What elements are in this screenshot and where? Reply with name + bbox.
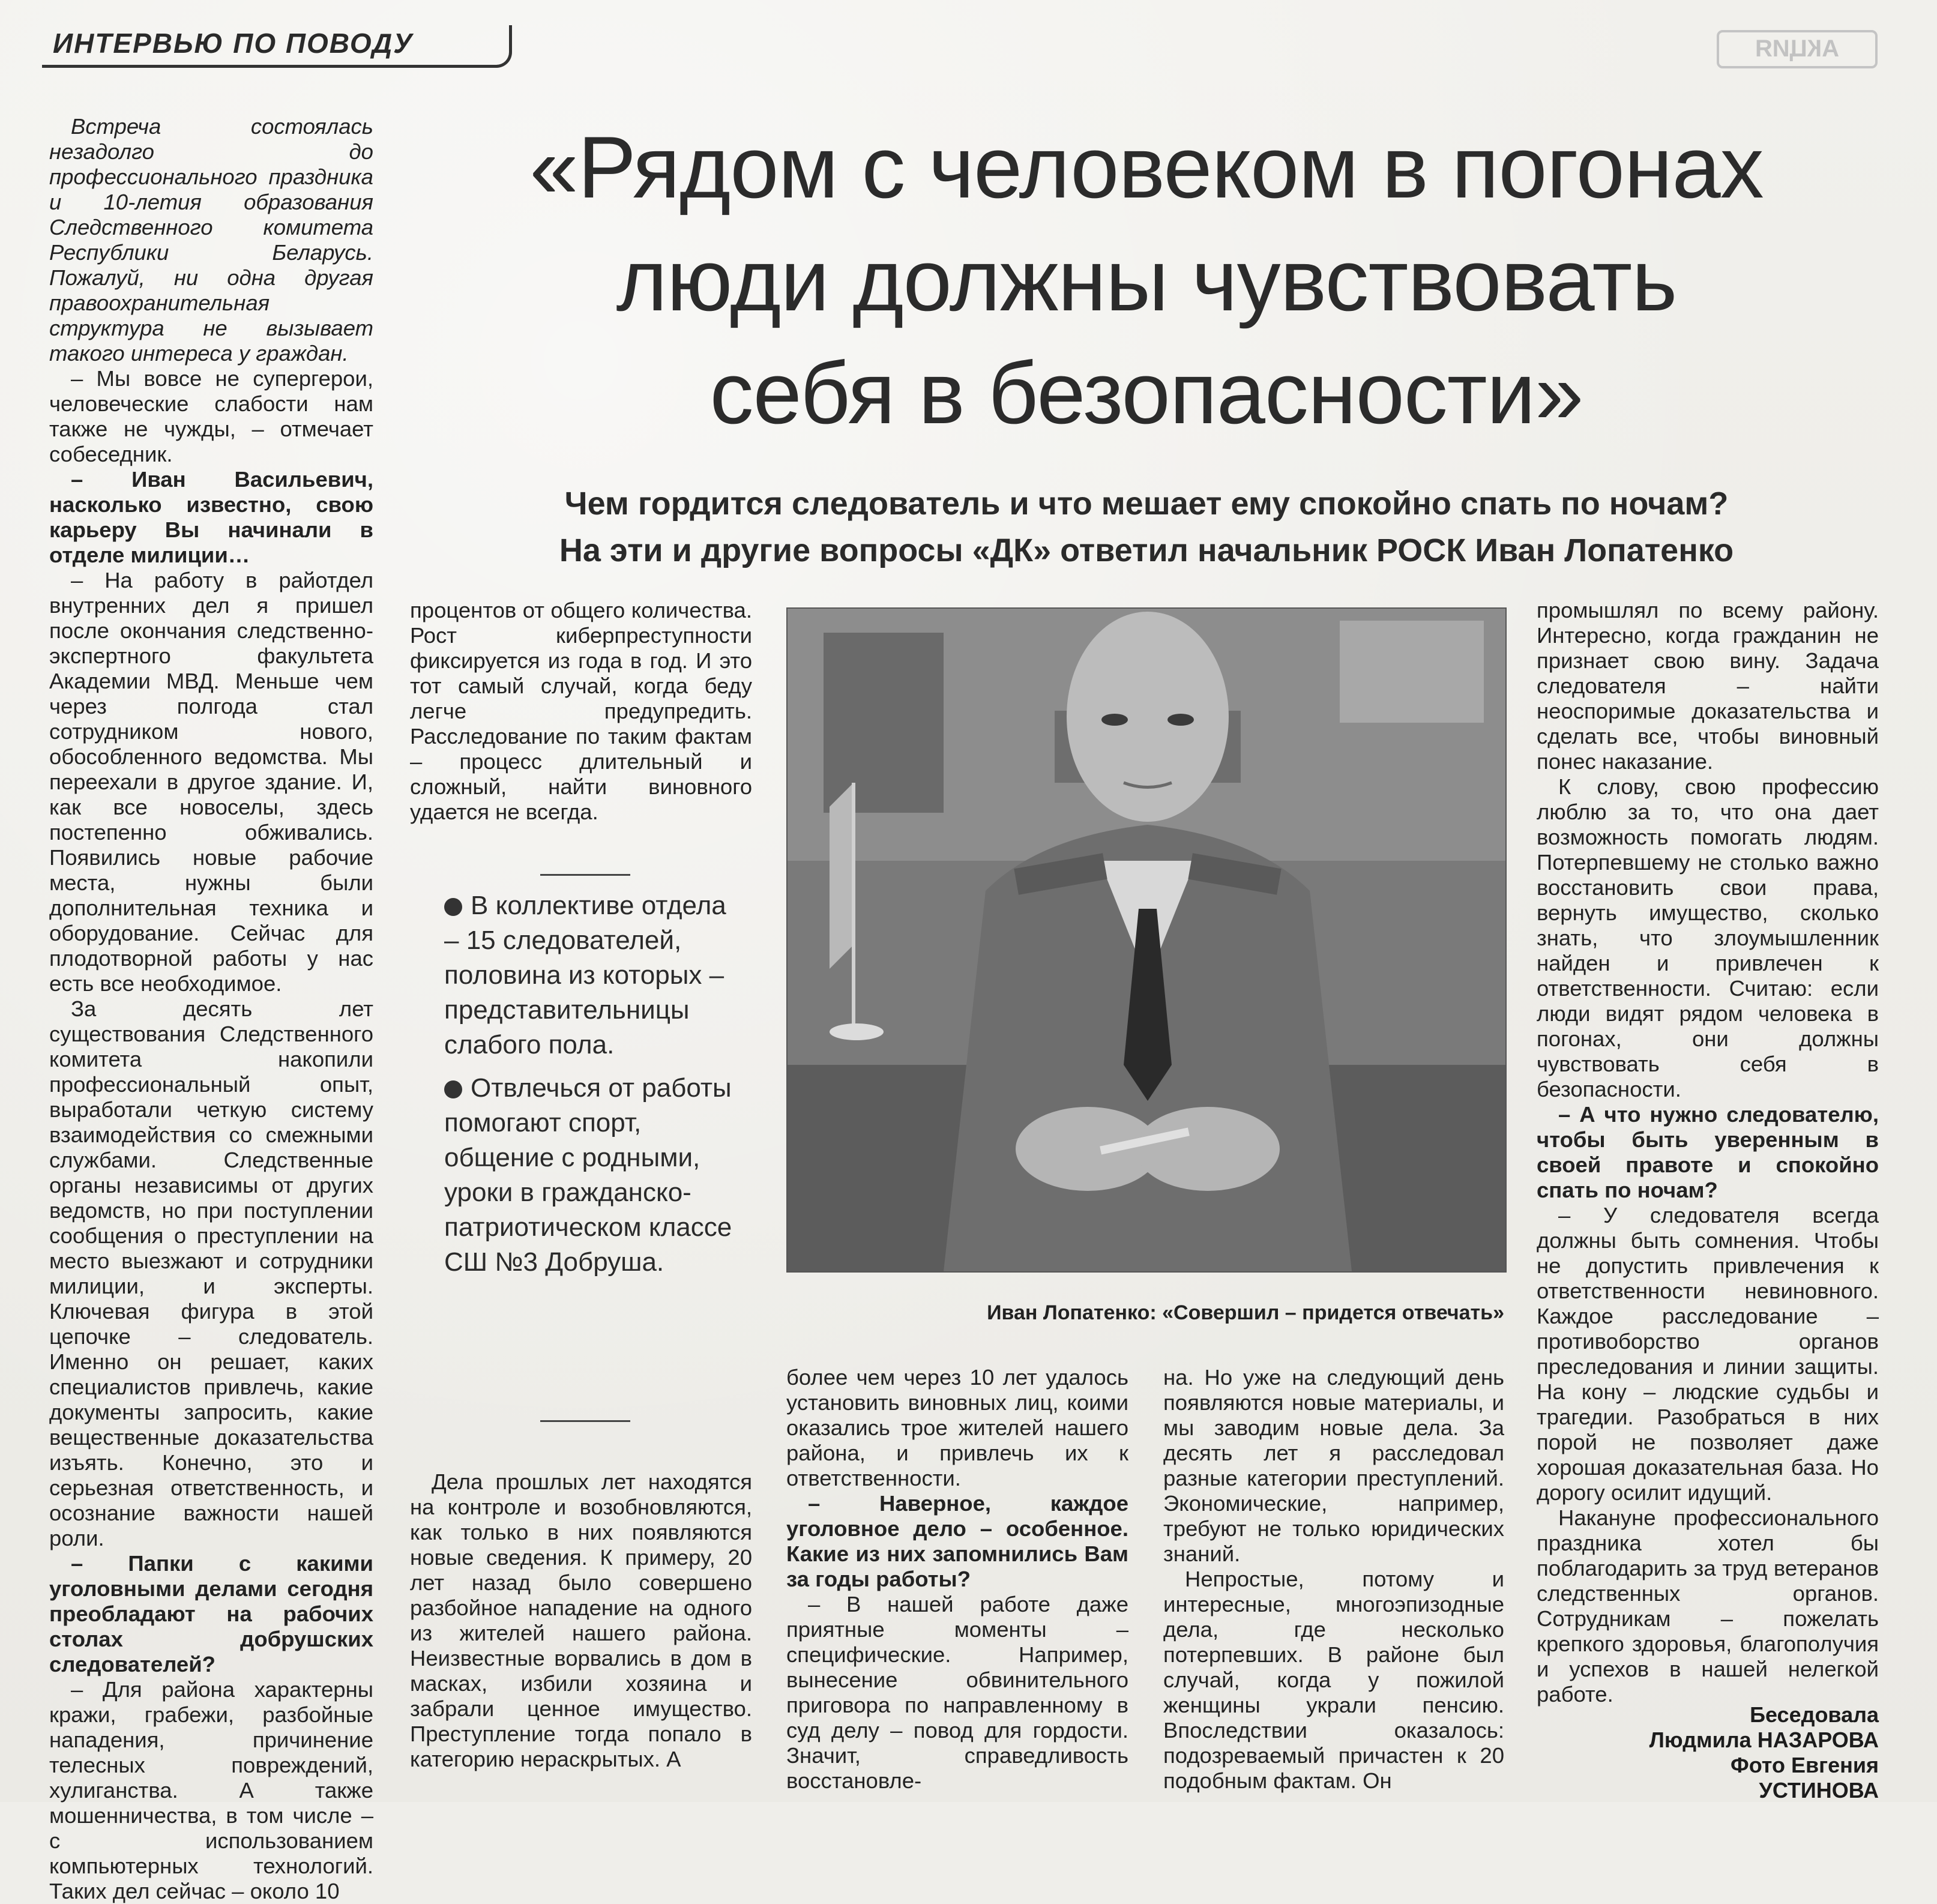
- sidebar-fact-2: Отвлечься от работы помогают спорт, общение с родными, уроки в гражданско-патриотическом классе СШ №3 Добруша.: [444, 1073, 732, 1277]
- column-3: [786, 1365, 1128, 1794]
- paragraph: – У следователя всегда должны быть сомнения. Чтобы не допустить привлечения к ответственности невиновного. Каждое расследование – противоборство органов преследования и линии защиты. На кону – людские судьбы и трагедии. Разобраться в них порой не позволяет даже хорошая доказательная база. Но дорогу осилит идущий.: [1537, 1203, 1879, 1505]
- paragraph: За десять лет существования Следственного комитета накопили профессиональный опыт, выработали четкую систему взаимодействия со смежными службами. Следственные органы независимы от других ведомств, но при поступлении сообщения о преступлении на место выезжают и сотрудники милиции, и эксперты. Ключевая фигура в этой цепочке – следователь. Именно он решает, каких специалистов привлечь, какие документы запросить, какие вещественные доказательства изъять. Конечно, это и серьезная ответственность, и осознание важности нашей роли.: [49, 996, 373, 1550]
- byline: [1621, 1702, 1879, 1803]
- paragraph: К слову, свою профессию люблю за то, что она дает возможность помогать людям. Потерпевшему не столько важно восстановить свои права, вернуть имущество, сколько знать, что злоумышленник найден и привлечен к ответственности. Считаю: если люди видят рядом человека в погонах, они должны чувствовать себя в безопасности.: [1537, 774, 1879, 1101]
- paragraph: Накануне профессионального праздника хотел бы поблагодарить за труд ветеранов следственных органов. Сотрудникам – пожелать крепкого здоровья, благополучия и успехов в нашей нелегкой работе.: [1537, 1505, 1879, 1707]
- paragraph: промышлял по всему району. Интересно, когда гражданин не признает свою вину. Задача следователя – найти неоспоримые доказательства и сделать все, чтобы виновный понес наказание.: [1537, 598, 1879, 774]
- paragraph: более чем через 10 лет удалось установить виновных лиц, коими оказались трое жителей нашего района, и привлечь их к ответственности.: [786, 1365, 1128, 1490]
- sidebar-rule-bottom: [540, 1420, 630, 1422]
- paragraph: процентов от общего количества. Рост киберпреступности фиксируется из года в год. И это тот самый случай, когда беду легче предупредить. Расследование по таким фактам – процесс длительный и сложный, найти виновного удается не всегда.: [410, 598, 752, 824]
- sidebar-fact-1: В коллективе отдела – 15 следователей, половина из которых – представительницы слабого пола.: [444, 891, 726, 1059]
- byline-label: Беседовала: [1750, 1702, 1879, 1727]
- headline-line-3: себя в безопасности»: [709, 344, 1583, 442]
- paragraph: – Мы вовсе не супергерои, человеческие слабости нам также не чужды, – отмечает собеседник.: [49, 366, 373, 466]
- interview-question: – Наверное, каждое уголовное дело – особенное. Какие из них запомнились Вам за годы работы?: [786, 1491, 1128, 1591]
- headline-line-2: люди должны чувствовать: [616, 231, 1677, 329]
- paragraph: Дела прошлых лет находятся на контроле и возобновляются, как только в них появляются новые сведения. К примеру, 20 лет назад было совершено разбойное нападение на одного из жителей нашего района. Неизвестные ворвались в дом в масках, избили хозяина и забрали ценное имущество. Преступление тогда попало в категорию нераскрытых. А: [410, 1469, 752, 1771]
- section-rubric: ИНТЕРВЬЮ ПО ПОВОДУ: [42, 25, 512, 68]
- subtitle: [456, 480, 1837, 574]
- photo-caption: Иван Лопатенко: «Совершил – придется отвечать»: [987, 1301, 1504, 1324]
- portrait-illustration: [788, 609, 1505, 1271]
- headline: [390, 111, 1903, 450]
- column-2-bottom: [410, 1469, 752, 1772]
- column-1: [49, 114, 373, 1904]
- sidebar-rule-top: [540, 874, 630, 876]
- bullet-icon: [444, 898, 462, 916]
- paragraph: на. Но уже на следующий день появляются новые материалы, и мы заводим новые дела. За десять лет я расследовал разные категории преступлений. Экономические, например, требуют не только юридических знаний.: [1163, 1365, 1504, 1566]
- sidebar-facts: [444, 888, 744, 1288]
- paragraph: – Для района характерны кражи, грабежи, разбойные нападения, причинение телесных повреждений, хулиганства. А также мошенничества, в том числе – с использованием компьютерных технологий. Таких дел сейчас – около 10: [49, 1677, 373, 1903]
- column-5: [1537, 598, 1879, 1707]
- paragraph: – В нашей работе даже приятные моменты – специфические. Например, вынесение обвинительного приговора по направленному в суд делу – повод для гордости. Значит, справедливость восстановле-: [786, 1592, 1128, 1793]
- paragraph: Непростые, потому и интересные, многоэпизодные дела, где несколько потерпевших. В районе был случай, когда у пожилой женщины украли пенсию. Впоследствии оказалось: подозреваемый причастен к 20 подобным фактам. Он: [1163, 1567, 1504, 1793]
- bullet-icon: [444, 1080, 462, 1098]
- paragraph: – На работу в райотдел внутренних дел я пришел после окончания следственно-экспертного факультета Академии МВД. Меньше чем через полгода стал сотрудником нового, обособленного ведомства. Мы переехали в другое здание. И, как все новоселы, здесь постепенно обживались. Появились новые рабочие места, нужны были дополнительная техника и оборудование. Сейчас для плодотворной работы у нас есть все необходимое.: [49, 568, 373, 996]
- byline-photographer: Фото Евгения УСТИНОВА: [1730, 1753, 1879, 1803]
- interview-question: – Папки с какими уголовными делами сегодня преобладают на рабочих столах добрушских следователей?: [49, 1551, 373, 1677]
- subtitle-line-1: Чем гордится следователь и что мешает ему спокойно спать по ночам?: [564, 486, 1729, 522]
- headline-line-1: «Рядом с человеком в погонах: [529, 118, 1764, 216]
- column-4: [1163, 1365, 1504, 1794]
- paragraph: Встреча состоялась незадолго до профессионального праздника и 10-летия образования Следственного комитета Республики Беларусь. Пожалуй, ни одна другая правоохранительная структура не вызывает такого интереса у граждан.: [49, 114, 373, 366]
- interview-question: – Иван Васильевич, насколько известно, свою карьеру Вы начинали в отделе милиции…: [49, 467, 373, 567]
- adjacent-section-rubric: АКЦИЯ: [1717, 30, 1878, 68]
- interview-question: – А что нужно следователю, чтобы быть уверенным в своей правоте и спокойно спать по ночам?: [1537, 1102, 1879, 1202]
- column-2-top: [410, 598, 752, 825]
- portrait-photo: [786, 607, 1507, 1273]
- byline-author: Людмила НАЗАРОВА: [1649, 1728, 1879, 1752]
- subtitle-line-2: На эти и другие вопросы «ДК» ответил начальник РОСК Иван Лопатенко: [559, 532, 1734, 568]
